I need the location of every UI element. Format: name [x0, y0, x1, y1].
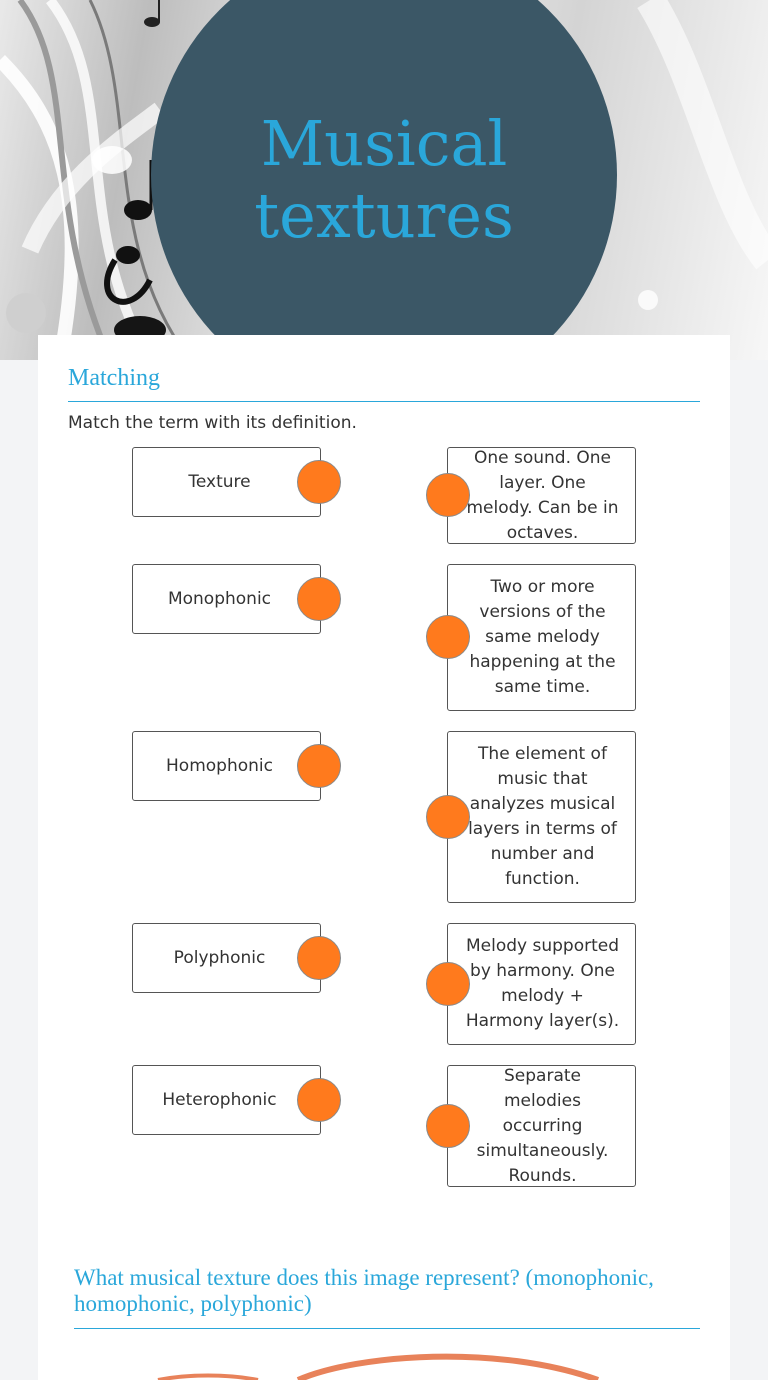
definition-connector-dot[interactable] [426, 615, 470, 659]
definition-text: Separate melodies occurring simultaneously. Rounds. [476, 1065, 609, 1186]
definition-connector-dot[interactable] [426, 962, 470, 1006]
definition-text: One sound. One layer. One melody. Can be in octaves. [466, 447, 619, 543]
question-divider [74, 1328, 700, 1329]
header-banner [0, 0, 768, 360]
definition-box-3[interactable] [447, 731, 636, 903]
term-box-heterophonic[interactable] [132, 1065, 321, 1135]
definition-box-5[interactable] [447, 1065, 636, 1187]
definition-text: Melody supported by harmony. One melody + Harmony layer(s). [465, 936, 620, 1031]
worksheet-title: Musical textures [254, 107, 514, 252]
definition-text: Two or more versions of the same melody happening at the same time. [469, 577, 616, 697]
definition-box-4[interactable] [447, 923, 636, 1045]
section-heading: Matching [68, 365, 160, 391]
definition-box-2[interactable] [447, 564, 636, 711]
term-connector-dot[interactable] [297, 1078, 341, 1122]
worksheet-card [38, 335, 730, 1380]
question-image [98, 1340, 698, 1380]
term-box-homophonic[interactable] [132, 731, 321, 801]
definition-connector-dot[interactable] [426, 473, 470, 517]
term-box-monophonic[interactable] [132, 564, 321, 634]
term-box-polyphonic[interactable] [132, 923, 321, 993]
question-heading: What musical texture does this image represent? (monophonic, homophonic, polyphonic) [74, 1265, 654, 1316]
term-label: Homophonic [166, 755, 273, 776]
term-label: Texture [188, 471, 251, 492]
term-label: Monophonic [167, 588, 272, 609]
definition-connector-dot[interactable] [426, 795, 470, 839]
term-label: Polyphonic [173, 947, 266, 968]
term-box-texture[interactable] [132, 447, 321, 517]
instructions: Match the term with its definition. [68, 413, 357, 433]
definition-text: The element of music that analyzes musical layers in terms of number and function. [468, 744, 617, 889]
term-connector-dot[interactable] [297, 936, 341, 980]
definition-connector-dot[interactable] [426, 1104, 470, 1148]
term-connector-dot[interactable] [297, 460, 341, 504]
term-label: Heterophonic [162, 1089, 277, 1110]
term-connector-dot[interactable] [297, 744, 341, 788]
term-connector-dot[interactable] [297, 577, 341, 621]
section-divider [68, 401, 700, 402]
definition-box-1[interactable] [447, 447, 636, 544]
